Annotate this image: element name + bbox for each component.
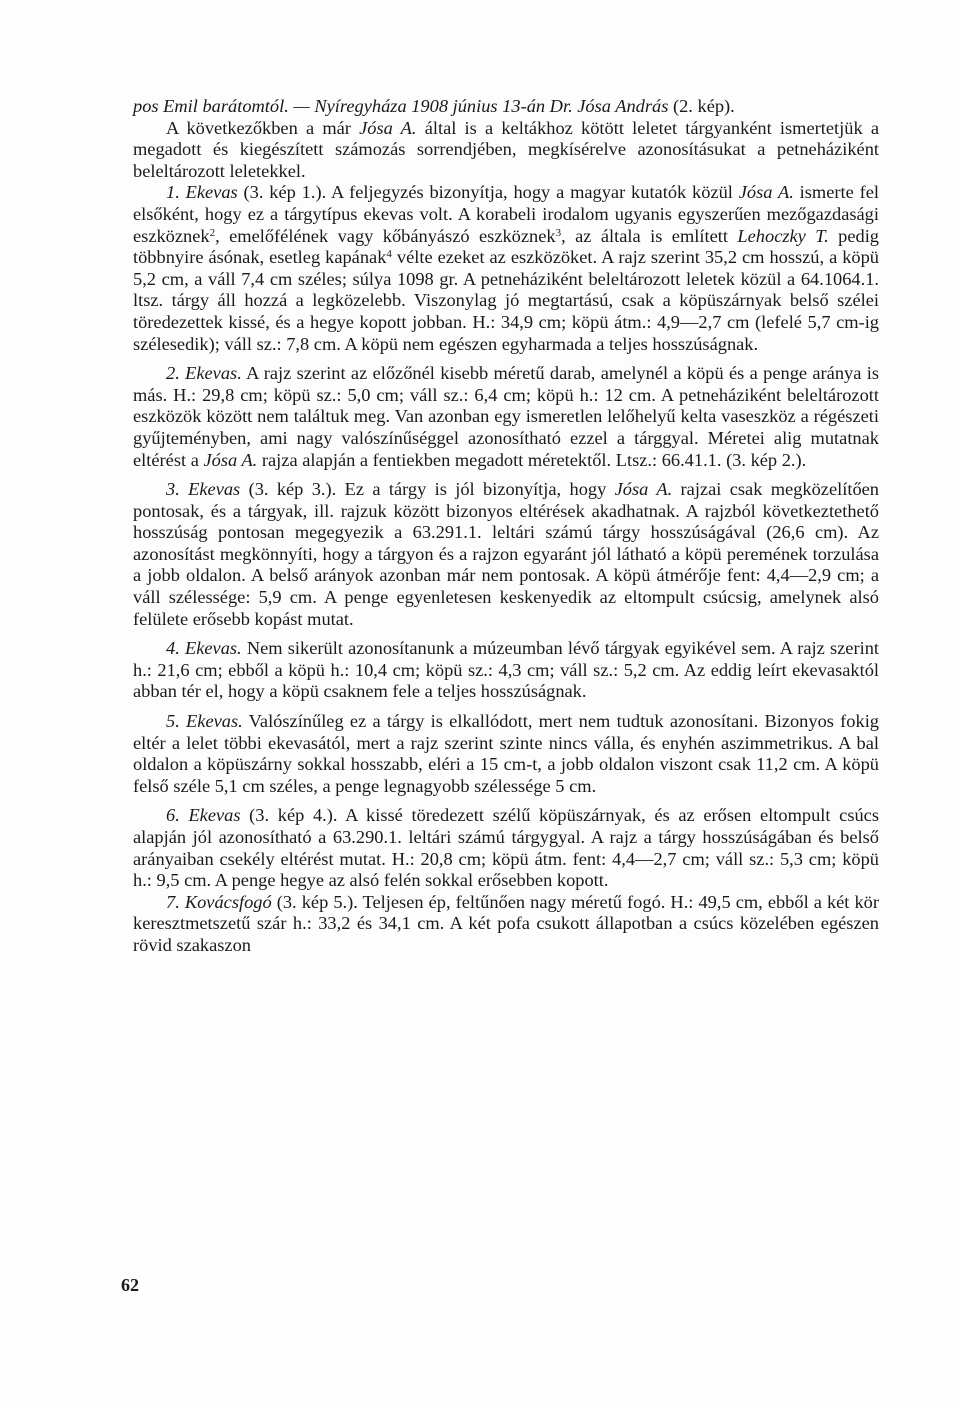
text-run: , az általa is említett [561,225,738,246]
paragraph-item-2 [133,363,879,471]
paragraph-continued [133,96,879,118]
paragraph-item-4 [133,638,879,703]
paragraph-intro [133,118,879,183]
footnote-ref: 3 [555,226,562,239]
text-run: rajza alapján a fentiekben megadott méretektől. Ltsz.: 66.41.1. (3. kép 2.). [257,449,807,470]
paragraph-item-7 [133,892,879,957]
author-name: Jósa A. [203,449,258,470]
text-run: (3. kép 5.). Teljesen ép, feltűnően nagy méretű fogó. H.: 49,5 cm, ebből a két kör keresztmetszetű szár h.: 33,2 és 34,1 cm. A két pofa csukott állapotban a csúcs közelében egészen rövid szakaszon [133,891,879,955]
text-run: rajzai csak megközelítően pontosak, és a tárgyak, ill. rajzuk között bizonyos eltérések akadhatnak. A rajzból következtethető hosszúság pontosan megegyezik a 63.291.1. leltári számú tárgy hosszúságával (26,6 cm). Az azonosítást megkönnyíti, hogy a tárgyon és a rajzon egyaránt jól látható a köpü peremének torzulása a jobb oldalon. A belső arányok azonban már nem pontosak. A köpü átmérője fent: 4,4—2,9 cm; a váll szélessége: 5,9 cm. A penge egyenletesen keskenyedik az eltompult csúcsig, amelynek alsó felülete erősebb kopást mutat. [133,479,879,629]
text-run: ismerte fel elsőként, hogy ez a tárgytípus ekevas volt. A korabeli irodalom ugyanis egyszerűen mezőgazdasági eszköznek [133,182,879,246]
item-heading: 7. Kovácsfogó [166,891,272,912]
author-name: Jósa A. [359,117,417,138]
text-run: (2. kép). [668,96,735,116]
text-run: A rajz szerint az előzőnél kisebb méretű darab, amelynél a köpü és a penge aránya is más. H.: 29,8 cm; köpü sz.: 5,0 cm; váll sz.: 6,4 cm; köpü h.: 12 cm. A petneháziként beleltározott eszközök között nem találtuk meg. Van azonban egy ismeretlen lelőhelyű kelta vaseszköz a régészeti gyűjteményben, ami nagy valószínűséggel azonosítható ezzel a tárggyal. Méretei alig mutatnak eltérést a [133,363,879,470]
text-run: (3. kép 3.). Ez a tárgy is jól bizonyítja, hogy [240,479,615,500]
item-heading: 5. Ekevas. [166,711,243,732]
item-heading: 1. Ekevas [166,182,238,203]
footnote-ref: 4 [386,248,392,261]
item-heading: 6. Ekevas [166,805,241,826]
text-run: (3. kép 1.). A feljegyzés bizonyítja, hogy a magyar kutatók közül [237,182,739,203]
text-run: vélte ezeket az eszközöket. A rajz szerint 35,2 cm hosszú, a köpü 5,2 cm, a váll 7,4 cm széles; súlya 1098 gr. A petneháziként beleltározott leletek közül a 64.1064.1. ltsz. tárgy áll hozzá a legközelebb. Viszonylag jó megtartású, csak a köpüszárnyak belső szélei töredezettek kissé, és a hegye kopott jobban. H.: 34,9 cm; köpü átm.: 4,9—2,7 cm (lefelé 5,7 cm-ig szélesedik); váll sz.: 7,8 cm. A köpü nem egészen egyharmada a teljes hosszúságnak. [133,247,879,354]
paragraph-item-5 [133,711,879,797]
text-run: által is a keltákhoz kötött leletet tárgyanként ismertetjük a megadott és kiegészített számozás sorrendjében, megkísérelve azonosításukat a petneháziként beleltározott leletekkel. [133,117,880,181]
paragraph-item-6 [133,805,879,891]
text-run: (3. kép 4.). A kissé töredezett szélű köpüszárnyak, és az erősen eltompult csúcs alapján jól azonosítható a 63.290.1. leltári számú tárgygyal. A rajz a tárgy hosszúságában és belső arányaiban csekély eltérést mutat. H.: 20,8 cm; köpü átm. fent: 4,4—2,7 cm; váll sz.: 5,3 cm; köpü h.: 9,5 cm. A penge hegye az alsó felén sokkal erősebben kopott. [133,805,879,891]
paragraph-item-3 [133,479,879,630]
footnote-ref: 2 [209,226,216,239]
item-heading: 4. Ekevas. [166,638,242,659]
author-name: Lehoczky T. [737,225,829,246]
author-name: Jósa A. [614,479,673,500]
item-heading: 3. Ekevas [166,479,241,500]
text-run: pedig többnyire ásónak, esetleg kapának [133,225,879,268]
text-run: A következőkben a már [166,117,360,138]
text-run: , emelőfélének vagy kőbányászó eszköznek [215,225,556,246]
text-run: Valószínűleg ez a tárgy is elkallódott, mert nem tudtuk azonosítani. Bizonyos fokig eltér a lelet többi ekevasától, mert a rajz szerint szinte nincs válla, és enyhén aszimmetrikus. A bal oldalon a köpüszárny sokkal hosszabb, eléri a 15 cm-t, a jobb oldalon viszont csak 11,2 cm. A köpü felső széle 5,1 cm széles, a penge legnagyobb szélessége 5 cm. [133,711,880,796]
body-text [133,96,879,957]
paragraph-item-1 [133,182,879,355]
page-number: 62 [121,1275,139,1295]
item-heading: 2. Ekevas. [166,363,242,384]
author-name: Jósa A. [738,182,794,203]
citation-italic: pos Emil barátomtól. — Nyíregyháza 1908 június 13-án Dr. Jósa András [133,96,669,116]
text-run: Nem sikerült azonosítanunk a múzeumban lévő tárgyak egyikével sem. A rajz szerint h.: 21,6 cm; ebből a köpü h.: 10,4 cm; köpü sz.: 4,3 cm; váll sz.: 5,2 cm. Az eddig leírt ekevasaktól abban tér el, hogy a köpü csaknem fele a teljes hosszúságnak. [133,638,880,702]
